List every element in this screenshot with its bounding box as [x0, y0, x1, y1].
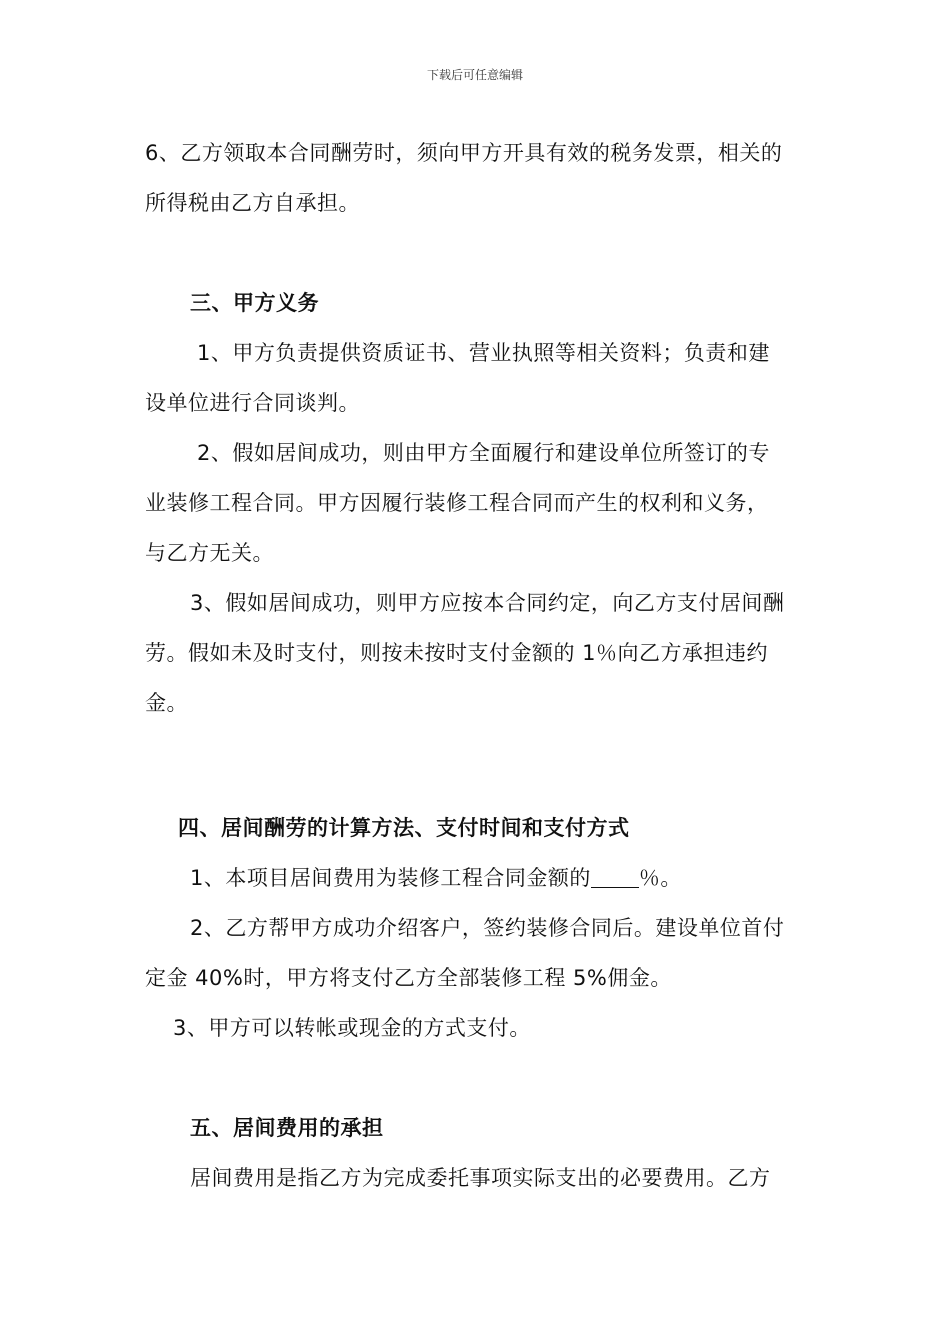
clause-6-line-2: 所得税由乙方自承担。	[145, 191, 360, 215]
section-4-item-2-line-1: 2、乙方帮甲方成功介绍客户，签约装修合同后。建设单位首付	[190, 916, 785, 940]
fill-in-blank	[591, 867, 639, 888]
clause-6-line-1: 6、乙方领取本合同酬劳时，须向甲方开具有效的税务发票，相关的	[145, 141, 783, 165]
section-5-title: 五、居间费用的承担	[190, 1116, 384, 1140]
section-5-paragraph-line-1: 居间费用是指乙方为完成委托事项实际支出的必要费用。乙方	[190, 1166, 771, 1190]
section-3-item-2-line-2: 业装修工程合同。甲方因履行装修工程合同而产生的权利和义务，	[145, 491, 769, 515]
section-4-item-1	[145, 853, 810, 903]
section-3-item-1-line-2: 设单位进行合同谈判。	[145, 391, 360, 415]
spacer	[145, 778, 810, 803]
spacer	[145, 228, 810, 278]
section-3-item-1-line-1: 1、甲方负责提供资质证书、营业执照等相关资料；负责和建	[197, 341, 770, 365]
section-4-item-3: 3、甲方可以转帐或现金的方式支付。	[173, 1016, 531, 1040]
section-3-title: 三、甲方义务	[190, 291, 319, 315]
section-4-title: 四、居间酬劳的计算方法、支付时间和支付方式	[178, 816, 630, 840]
spacer	[145, 728, 810, 778]
document-body	[145, 128, 810, 1203]
section-4-item-1-suffix: ％。	[638, 866, 682, 890]
section-3-item-3-line-2: 劳。假如未及时支付，则按未按时支付金额的 1％向乙方承担违约	[145, 641, 769, 665]
section-3-item-3-line-3: 金。	[145, 691, 188, 715]
section-3-item-2-line-3: 与乙方无关。	[145, 541, 274, 565]
section-3-item-2-line-1: 2、假如居间成功，则由甲方全面履行和建设单位所签订的专	[197, 441, 770, 465]
spacer	[145, 1053, 810, 1103]
page-header: 下载后可任意编辑	[426, 68, 523, 82]
section-4-item-1-prefix: 1、本项目居间费用为装修工程合同金额的	[190, 866, 591, 890]
section-4-item-2-line-2: 定金 40%时，甲方将支付乙方全部装修工程 5%佣金。	[145, 966, 672, 990]
section-3-item-3-line-1: 3、假如居间成功，则甲方应按本合同约定，向乙方支付居间酬	[190, 591, 785, 615]
